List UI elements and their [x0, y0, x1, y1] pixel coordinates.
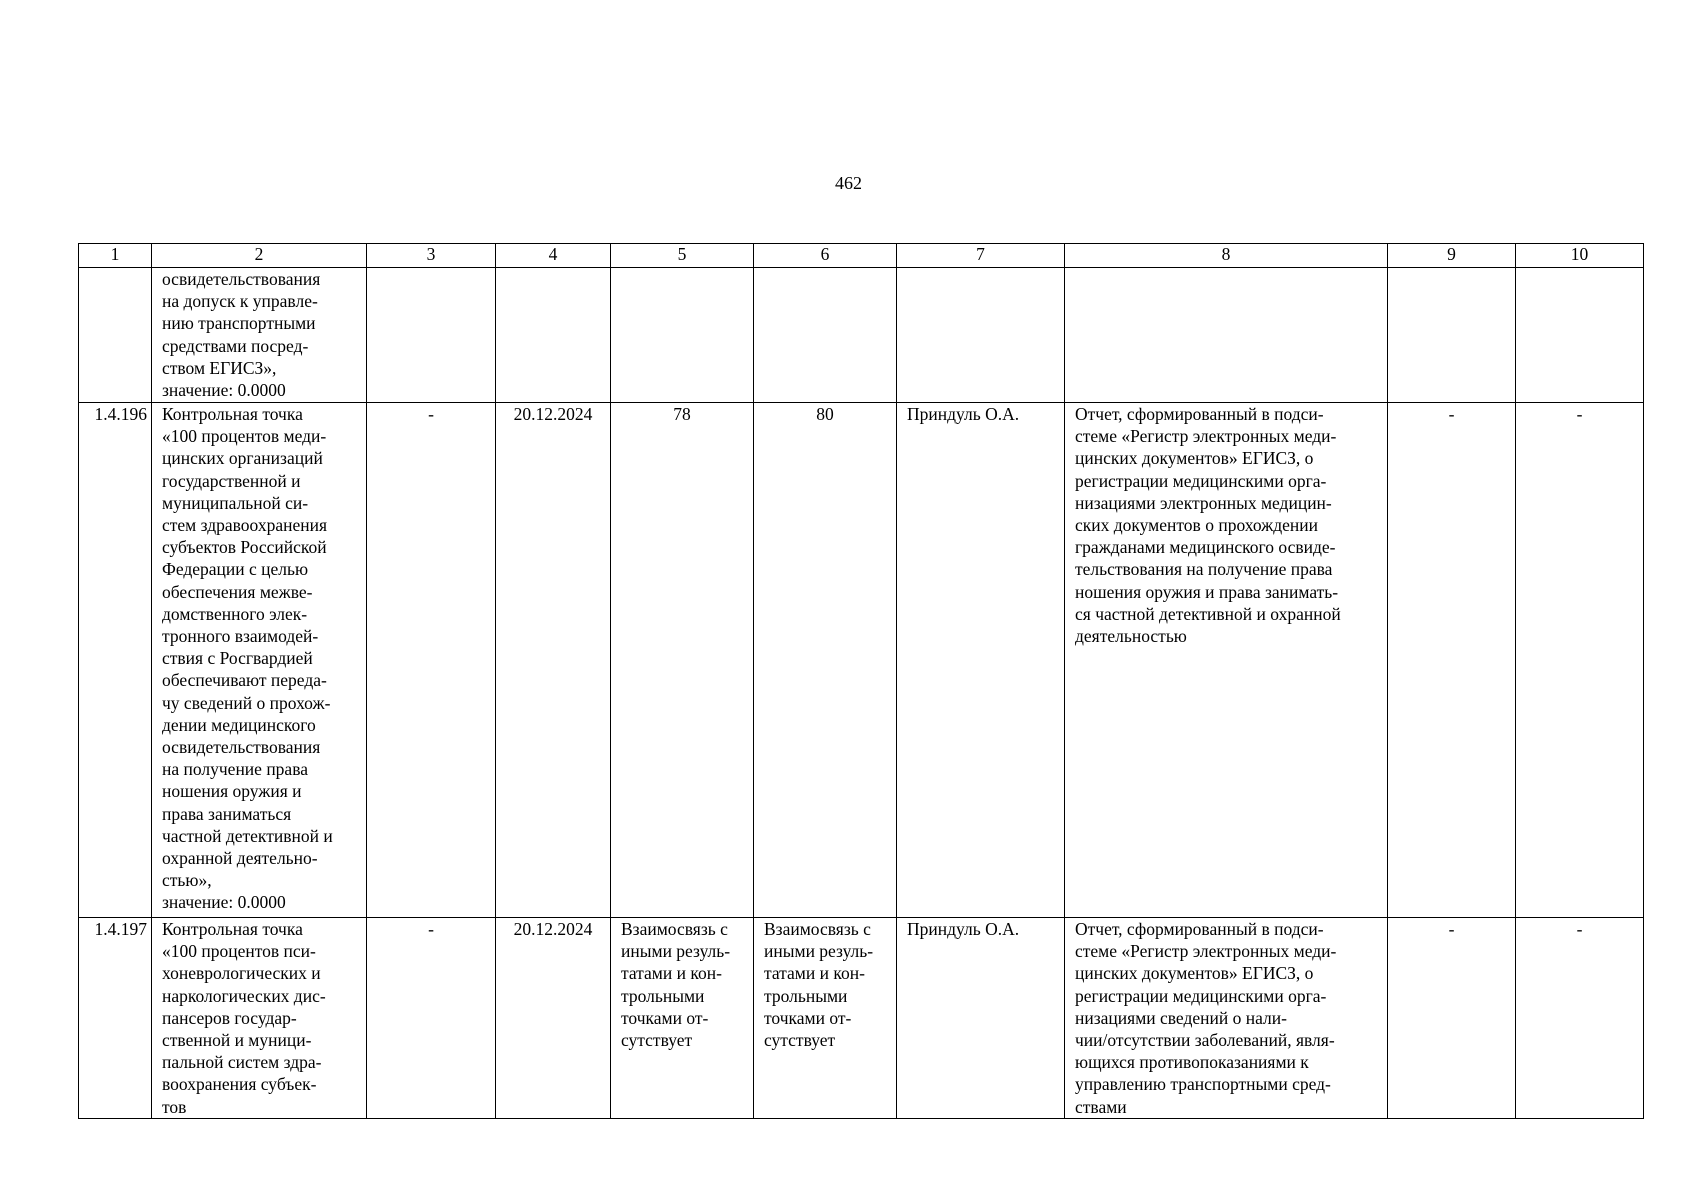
cell-col5 — [611, 268, 754, 403]
cell-date: 20.12.2024 — [496, 403, 611, 918]
column-header: 5 — [611, 244, 754, 268]
column-header: 8 — [1065, 244, 1388, 268]
cell-description: Контрольная точка «100 процентов меди- цинских организаций государственной и муниципальной си- стем здравоохранения субъектов Российской Федерации с целью обеспечения межве- домственного элек- тронного взаимодей- ствия с Росгвардией обеспечивают переда- чу сведений о прохож- дении медицинского освидетельствования на получение права ношения оружия и права заниматься частной детективной и охранной деятельно- стью», значение: 0.0000 — [152, 403, 367, 918]
cell-col6 — [754, 268, 897, 403]
cell-responsible: Приндуль О.А. — [897, 403, 1065, 918]
cell-responsible — [897, 268, 1065, 403]
data-table — [78, 243, 1644, 1119]
cell-report — [1065, 268, 1388, 403]
column-header: 7 — [897, 244, 1065, 268]
cell-col10: - — [1516, 403, 1644, 918]
table-row — [79, 403, 1644, 918]
table-row — [79, 268, 1644, 403]
cell-responsible: Приндуль О.А. — [897, 918, 1065, 1119]
cell-col3 — [367, 268, 496, 403]
column-header: 6 — [754, 244, 897, 268]
cell-number: 1.4.196 — [79, 403, 152, 918]
cell-col9 — [1388, 268, 1516, 403]
column-header: 2 — [152, 244, 367, 268]
cell-col6: 80 — [754, 403, 897, 918]
cell-col6: Взаимосвязь с иными резуль- татами и кон- трольными точками от- сутствует — [754, 918, 897, 1119]
cell-col9: - — [1388, 403, 1516, 918]
column-header: 10 — [1516, 244, 1644, 268]
cell-number: 1.4.197 — [79, 918, 152, 1119]
table-header-row — [79, 244, 1644, 268]
cell-col10: - — [1516, 918, 1644, 1119]
table-row — [79, 918, 1644, 1119]
cell-col5: 78 — [611, 403, 754, 918]
cell-number — [79, 268, 152, 403]
cell-report: Отчет, сформированный в подси- стеме «Регистр электронных меди- цинских документов» ЕГИСЗ, о регистрации медицинскими орга- низациями электронных медицин- ских документов о прохождении гражданами медицинского освиде- тельствования на получение права ношения оружия и права занимать- ся частной детективной и охранной деятельностью — [1065, 403, 1388, 918]
cell-col9: - — [1388, 918, 1516, 1119]
cell-description: Контрольная точка «100 процентов пси- хоневрологических и наркологических дис- пансеров государ- ственной и муници- пальной систем здра- воохранения субъек- тов — [152, 918, 367, 1119]
column-header: 9 — [1388, 244, 1516, 268]
column-header: 3 — [367, 244, 496, 268]
cell-date — [496, 268, 611, 403]
cell-col5: Взаимосвязь с иными резуль- татами и кон- трольными точками от- сутствует — [611, 918, 754, 1119]
cell-description: освидетельствования на допуск к управле- нию транспортными средствами посред- ством ЕГИСЗ», значение: 0.0000 — [152, 268, 367, 403]
cell-col3: - — [367, 403, 496, 918]
column-header: 4 — [496, 244, 611, 268]
cell-report: Отчет, сформированный в подси- стеме «Регистр электронных меди- цинских документов» ЕГИСЗ, о регистрации медицинскими орга- низациями сведений о нали- чии/отсутствии заболеваний, явля- ющихся противопоказаниями к управлению транспортными сред- ствами — [1065, 918, 1388, 1119]
column-header: 1 — [79, 244, 152, 268]
cell-date: 20.12.2024 — [496, 918, 611, 1119]
cell-col3: - — [367, 918, 496, 1119]
page-number: 462 — [835, 173, 862, 193]
cell-col10 — [1516, 268, 1644, 403]
